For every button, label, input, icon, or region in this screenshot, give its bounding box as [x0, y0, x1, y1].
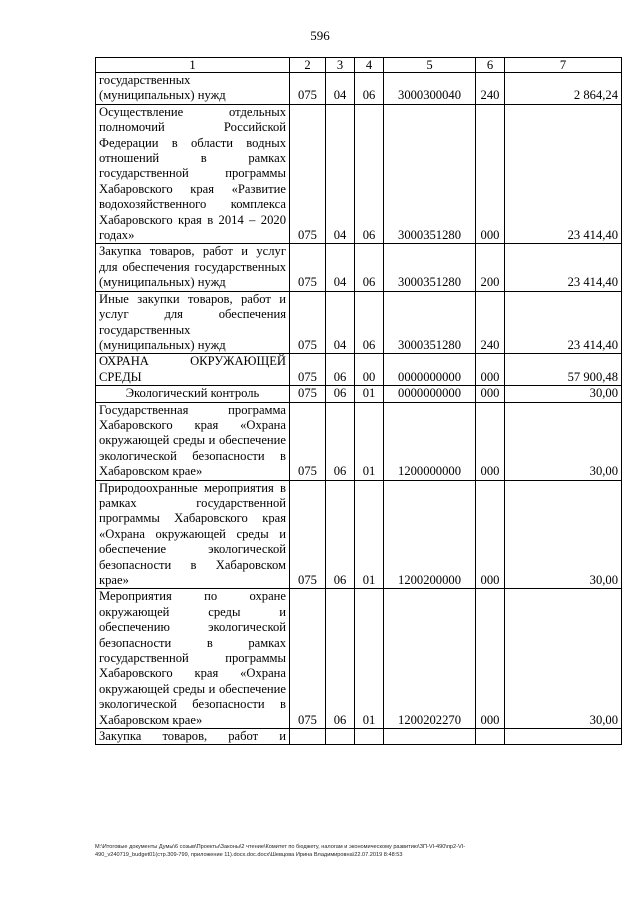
row-code-2: 075 [290, 589, 326, 729]
row-code-2: 075 [290, 354, 326, 386]
row-code-6: 240 [476, 73, 505, 105]
table-row-partial [96, 729, 622, 745]
table-row [96, 480, 622, 589]
table-row [96, 402, 622, 480]
row-code-4 [355, 729, 384, 745]
row-code-3: 04 [326, 73, 355, 105]
row-code-4: 06 [355, 244, 384, 291]
row-code-6: 240 [476, 291, 505, 354]
row-code-4: 06 [355, 291, 384, 354]
row-name: Осуществление отдельных полномочий Российской Федерации в области водных отношений в рамках государственной программы Хабаровского края «Развитие водохозяйственного комплекса Хабаровского края в 2014 – 2020 годах» [96, 104, 290, 244]
row-code-2: 075 [290, 480, 326, 589]
row-code-2: 075 [290, 386, 326, 402]
footer-line-1: M:\Итоговые документы Думы\6 созыв\Проекты\Законы\2 чтение\Комитет по бюджету, налогам и экономическому развитию\ЗП-VI-490\пр2-VI- [95, 844, 466, 850]
header-col-6: 6 [476, 58, 505, 73]
table-row [96, 73, 622, 105]
row-code-2: 075 [290, 291, 326, 354]
row-code-4: 00 [355, 354, 384, 386]
budget-table [95, 57, 622, 745]
row-code-3: 04 [326, 291, 355, 354]
row-code-4: 06 [355, 73, 384, 105]
row-name: Мероприятия по охране окружающей среды и обеспечению экологической безопасности в рамках государственной программы Хабаровского края «Охрана окружающей среды и обеспечение экологической безопасности в Хабаровском крае» [96, 589, 290, 729]
header-col-1: 1 [96, 58, 290, 73]
row-code-3 [326, 729, 355, 745]
footer-line-2: 490_v240719_budget01(стр.309-799, приложение 11).docx.doc.docx\Шевцова Ирина Владимировна\22.07.2019 8:48:53 [95, 852, 403, 858]
row-amount: 30,00 [505, 480, 622, 589]
row-code-6: 000 [476, 104, 505, 244]
row-amount: 57 900,48 [505, 354, 622, 386]
row-amount: 30,00 [505, 386, 622, 402]
row-code-2 [290, 729, 326, 745]
row-code-6: 200 [476, 244, 505, 291]
table-row [96, 386, 622, 402]
row-code-3: 06 [326, 354, 355, 386]
row-code-4: 01 [355, 480, 384, 589]
row-name: Иные закупки товаров, работ и услуг для обеспечения государственных (муниципальных) нужд [96, 291, 290, 354]
row-code-5: 3000351280 [384, 291, 476, 354]
row-name: государственных (муниципальных) нужд [96, 73, 290, 105]
row-code-4: 01 [355, 402, 384, 480]
row-amount: 30,00 [505, 402, 622, 480]
row-code-3: 06 [326, 402, 355, 480]
header-col-4: 4 [355, 58, 384, 73]
row-code-4: 06 [355, 104, 384, 244]
row-name: Закупка товаров, работ и [96, 729, 290, 745]
file-path-footer [95, 843, 625, 859]
row-amount: 30,00 [505, 589, 622, 729]
row-code-5: 0000000000 [384, 354, 476, 386]
row-amount: 23 414,40 [505, 244, 622, 291]
row-amount [505, 729, 622, 745]
row-code-5: 1200000000 [384, 402, 476, 480]
row-code-6 [476, 729, 505, 745]
page-number: 596 [310, 28, 330, 43]
table-row [96, 589, 622, 729]
row-code-2: 075 [290, 104, 326, 244]
row-code-2: 075 [290, 73, 326, 105]
row-code-3: 04 [326, 244, 355, 291]
row-name: Закупка товаров, работ и услуг для обеспечения государственных (муниципальных) нужд [96, 244, 290, 291]
row-name: ОХРАНА ОКРУЖАЮЩЕЙ СРЕДЫ [96, 354, 290, 386]
row-code-2: 075 [290, 402, 326, 480]
row-code-6: 000 [476, 589, 505, 729]
row-code-5: 1200200000 [384, 480, 476, 589]
row-code-3: 06 [326, 386, 355, 402]
header-col-3: 3 [326, 58, 355, 73]
header-col-2: 2 [290, 58, 326, 73]
row-code-5: 1200202270 [384, 589, 476, 729]
row-name: Государственная программа Хабаровского края «Охрана окружающей среды и обеспечение экологической безопасности в Хабаровском крае» [96, 402, 290, 480]
row-code-6: 000 [476, 480, 505, 589]
row-code-6: 000 [476, 386, 505, 402]
table-row [96, 354, 622, 386]
row-code-3: 06 [326, 480, 355, 589]
row-name: Экологический контроль [96, 386, 290, 402]
header-col-5: 5 [384, 58, 476, 73]
row-code-4: 01 [355, 386, 384, 402]
header-col-7: 7 [505, 58, 622, 73]
row-code-5 [384, 729, 476, 745]
row-code-3: 06 [326, 589, 355, 729]
header-row [96, 58, 622, 73]
row-code-5: 3000351280 [384, 104, 476, 244]
row-code-4: 01 [355, 589, 384, 729]
row-amount: 23 414,40 [505, 104, 622, 244]
row-code-2: 075 [290, 244, 326, 291]
table-row [96, 244, 622, 291]
row-code-5: 3000351280 [384, 244, 476, 291]
row-code-6: 000 [476, 402, 505, 480]
row-code-3: 04 [326, 104, 355, 244]
table-row [96, 291, 622, 354]
table-row [96, 104, 622, 244]
row-code-5: 3000300040 [384, 73, 476, 105]
row-code-6: 000 [476, 354, 505, 386]
row-amount: 23 414,40 [505, 291, 622, 354]
row-code-5: 0000000000 [384, 386, 476, 402]
row-name: Природоохранные мероприятия в рамках государственной программы Хабаровского края «Охрана окружающей среды и обеспечение экологической безопасности в Хабаровском крае» [96, 480, 290, 589]
row-amount: 2 864,24 [505, 73, 622, 105]
